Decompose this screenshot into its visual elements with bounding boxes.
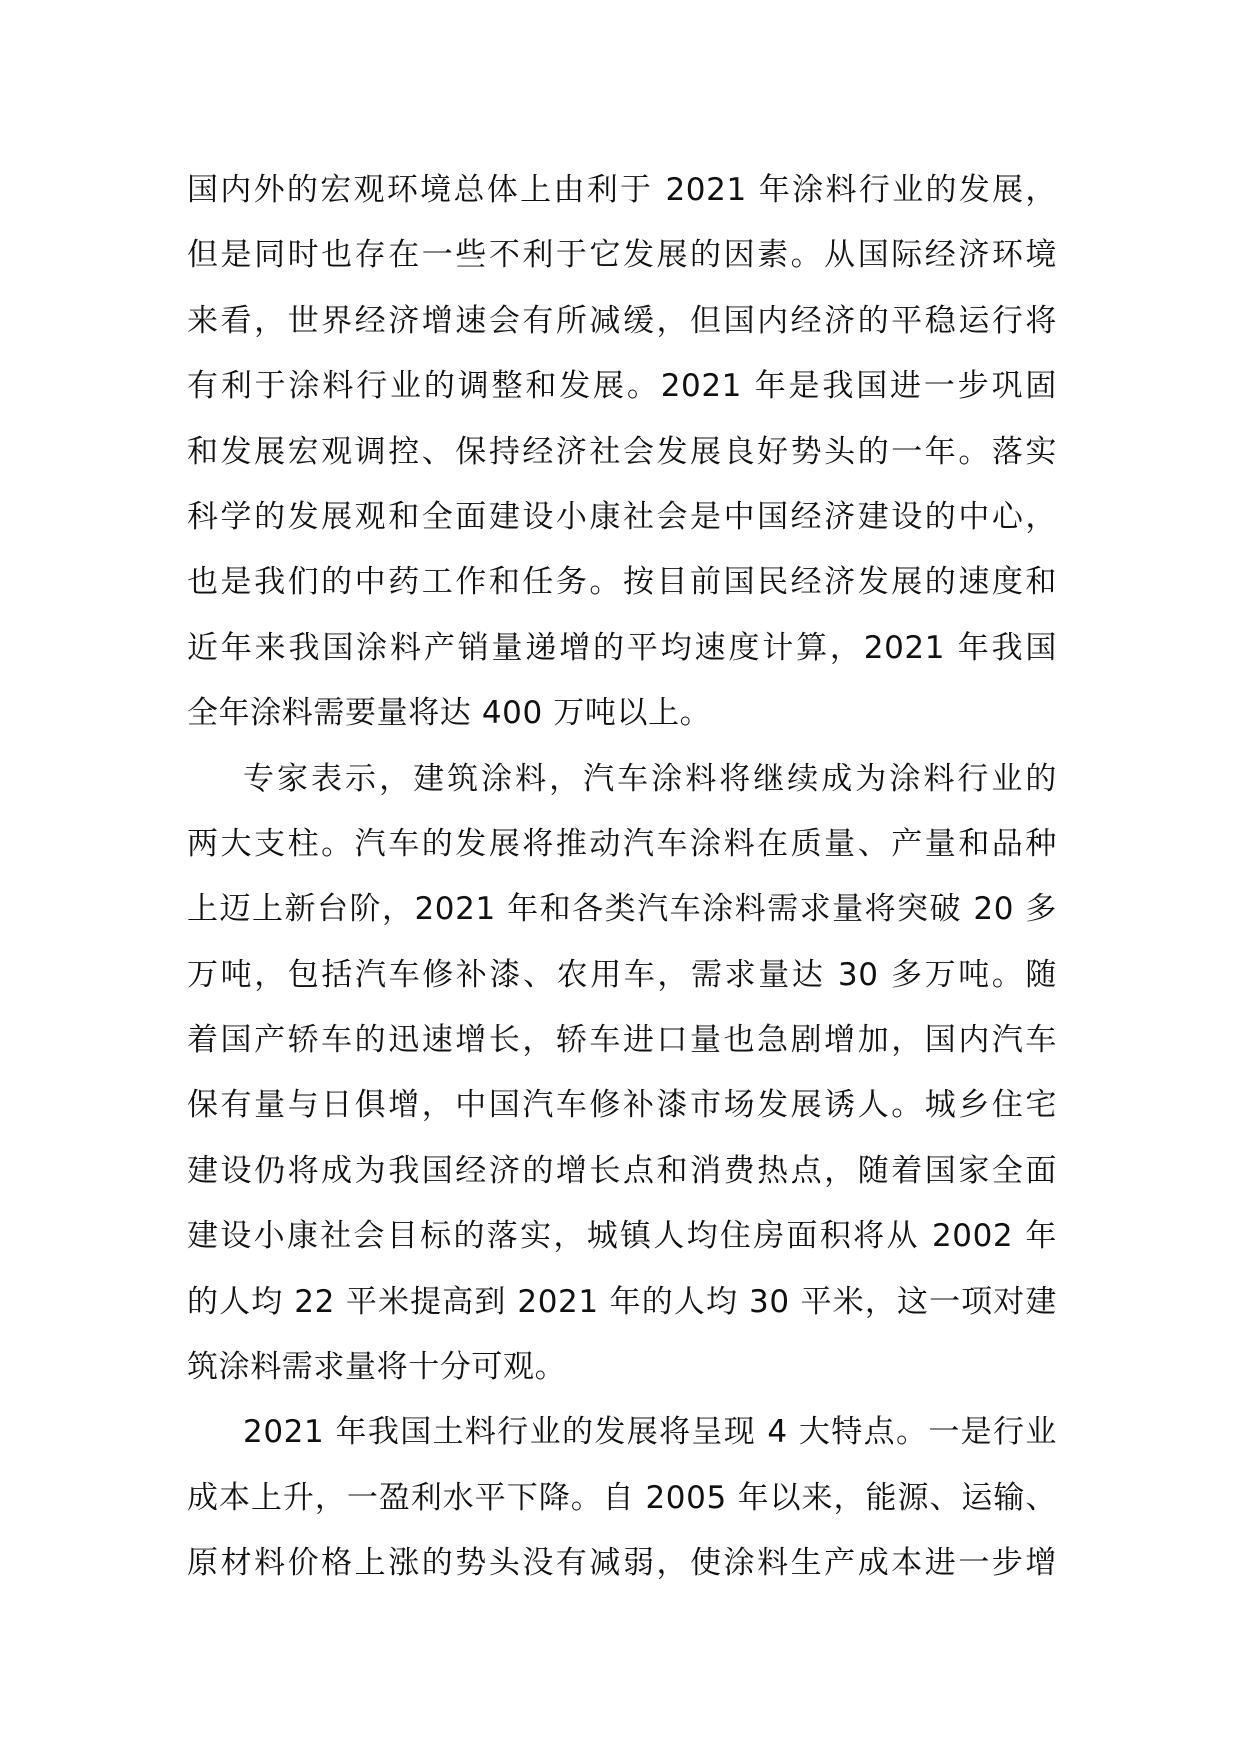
text-line: 科学的发展观和全面建设小康社会是中国经济建设的中心，: [187, 498, 1057, 535]
text-line: 万吨，包括汽车修补漆、农用车，需求量达 30 多万吨。随: [187, 956, 1057, 993]
text-line: 上迈上新台阶，2021 年和各类汽车涂料需求量将突破 20 多: [187, 891, 1057, 928]
text-line: 近年来我国涂料产销量递增的平均速度计算，2021 年我国: [187, 629, 1057, 666]
paragraph-1: [187, 158, 1057, 747]
text-line: 来看，世界经济增速会有所减缓，但国内经济的平稳运行将: [187, 302, 1057, 339]
paragraph-3: [187, 1400, 1057, 1596]
text-line: 国内外的宏观环境总体上由利于 2021 年涂料行业的发展，: [187, 172, 1057, 208]
body-text: [187, 158, 1057, 1597]
text-line: 全年涂料需要量将达 400 万吨以上。: [187, 695, 712, 732]
text-line: 成本上升，一盈利水平下降。自 2005 年以来，能源、运输、: [187, 1479, 1057, 1516]
text-line: 但是同时也存在一些不利于它发展的因素。从国际经济环境: [187, 237, 1057, 274]
text-line: 保有量与日俱增，中国汽车修补漆市场发展诱人。城乡住宅: [187, 1087, 1057, 1124]
text-line: 2021 年我国土料行业的发展将呈现 4 大特点。一是行业: [243, 1414, 1057, 1451]
text-line: 也是我们的中药工作和任务。按目前国民经济发展的速度和: [187, 564, 1057, 601]
text-line: 原材料价格上涨的势头没有减弱，使涂料生产成本进一步增: [187, 1545, 1057, 1582]
text-line: 的人均 22 平米提高到 2021 年的人均 30 平米，这一项对建: [187, 1283, 1057, 1320]
text-line: 两大支柱。汽车的发展将推动汽车涂料在质量、产量和品种: [187, 825, 1057, 862]
text-line: 和发展宏观调控、保持经济社会发展良好势头的一年。落实: [187, 433, 1057, 470]
text-line: 建设小康社会目标的落实，城镇人均住房面积将从 2002 年: [187, 1218, 1057, 1255]
text-line: 专家表示，建筑涂料，汽车涂料将继续成为涂料行业的: [243, 760, 1057, 797]
text-line: 有利于涂料行业的调整和发展。2021 年是我国进一步巩固: [187, 368, 1057, 405]
paragraph-2: [187, 747, 1057, 1401]
text-line: 着国产轿车的迅速增长，轿车进口量也急剧增加，国内汽车: [187, 1022, 1057, 1059]
text-line: 筑涂料需求量将十分可观。: [187, 1349, 567, 1386]
text-line: 建设仍将成为我国经济的增长点和消费热点，随着国家全面: [187, 1152, 1057, 1189]
